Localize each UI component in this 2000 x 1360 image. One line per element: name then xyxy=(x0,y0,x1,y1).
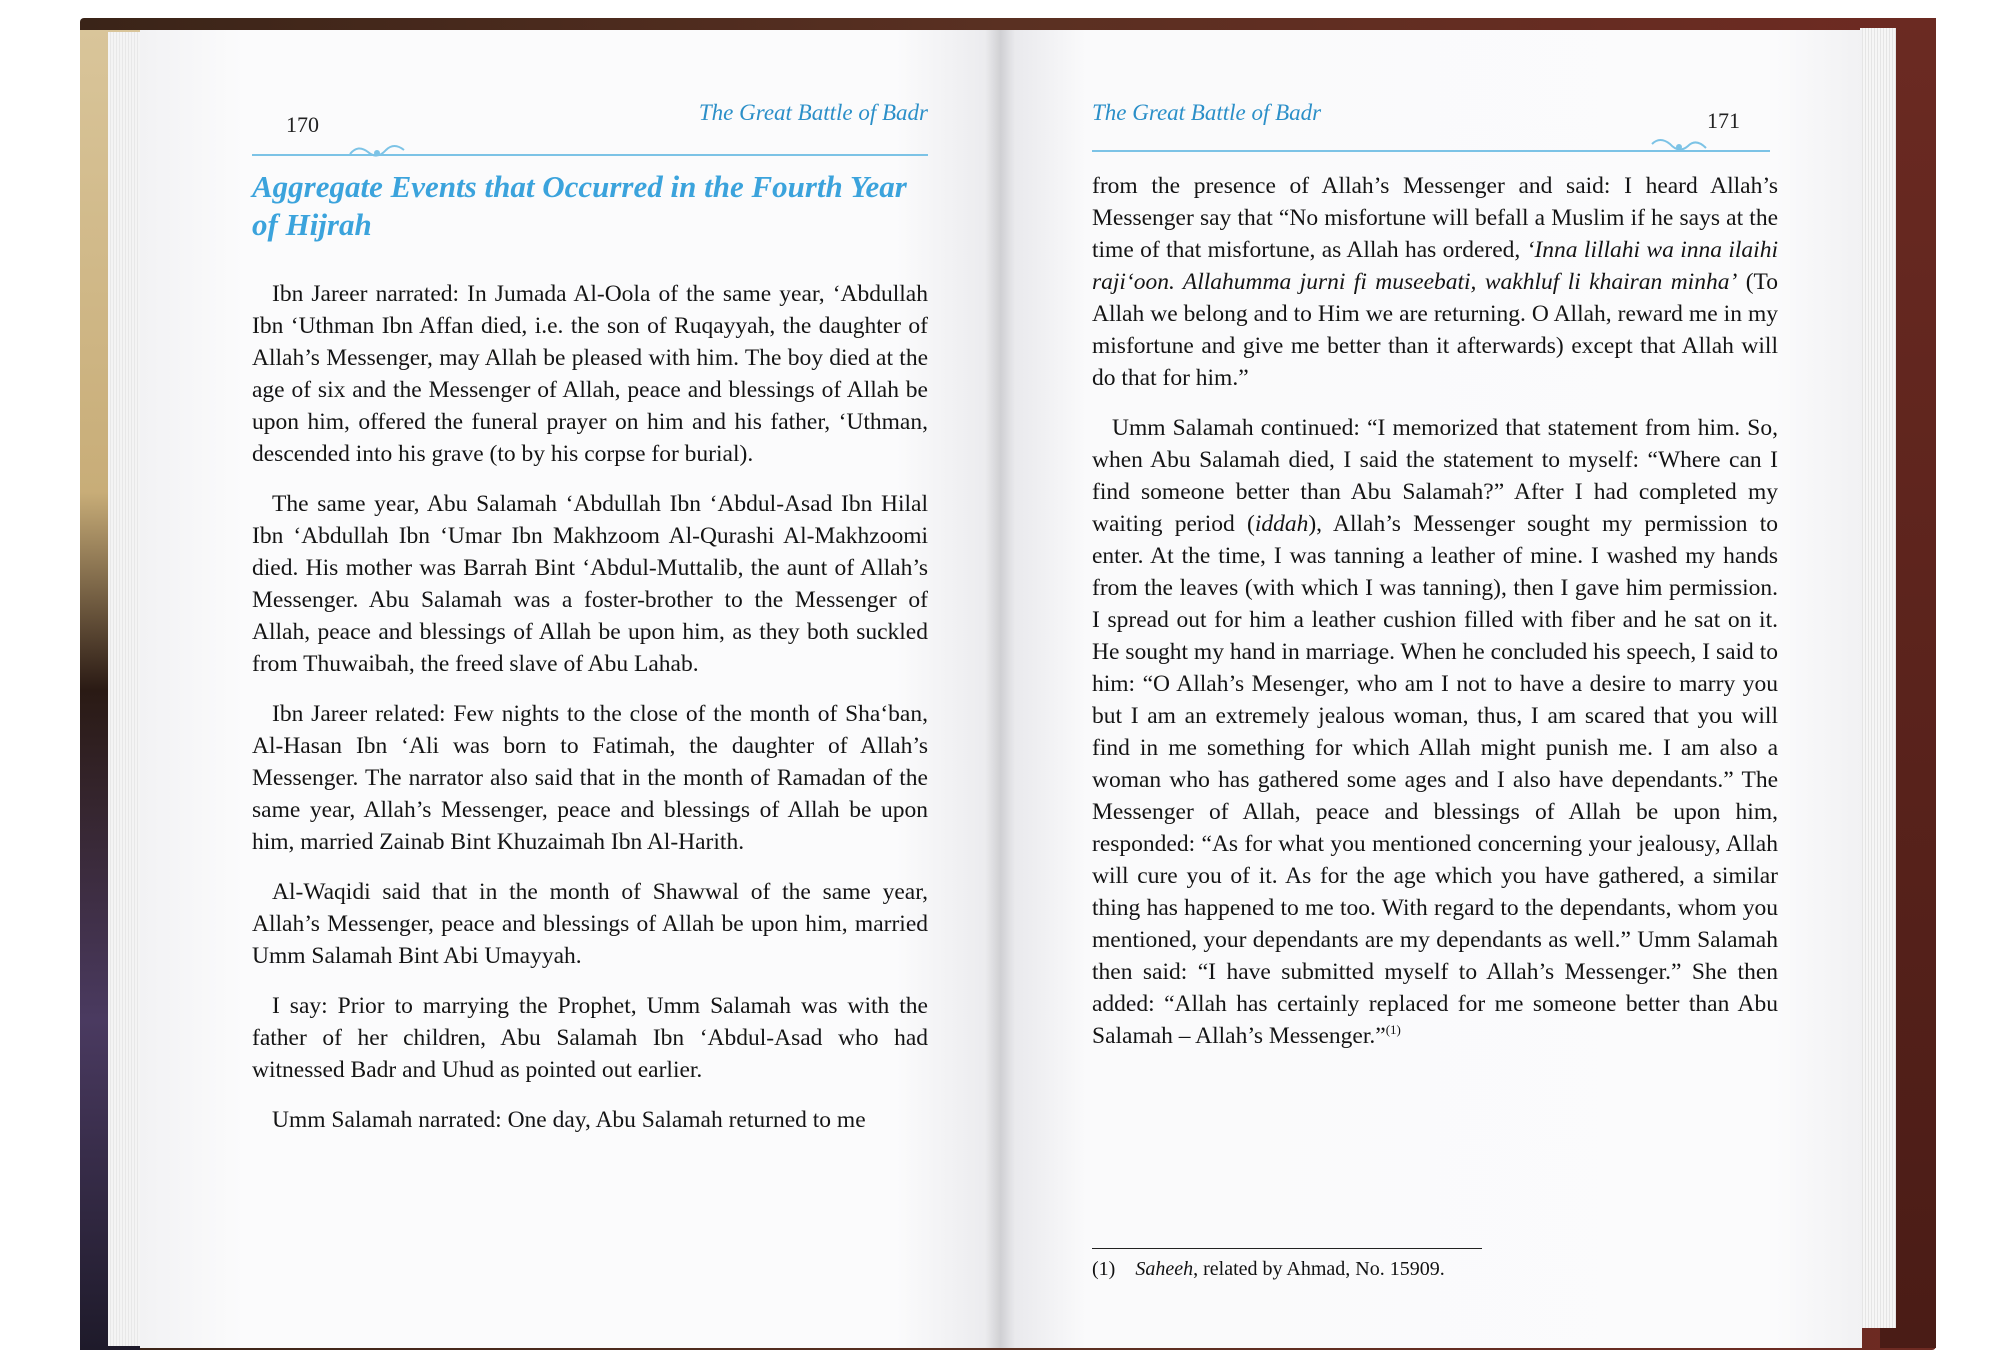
text-run: Umm Salamah continued: “I memorized that statement from him. So, when Abu Salamah died, I said the statement to myself: “Where can I find someone better than Abu Salamah?” After I had completed my waiting period ( xyxy=(1092,415,1778,537)
header-ornament-icon xyxy=(348,140,406,162)
text-run: (To Allah we belong and to Him we are returning. O Allah, reward me in my misfortune and give me better than it afterwards) except that Allah will do that for him.” xyxy=(1092,269,1778,391)
page-stack-right xyxy=(1860,28,1896,1328)
left-running-header xyxy=(252,72,928,137)
paragraph xyxy=(1092,170,1778,394)
right-page-body xyxy=(1092,170,1778,1066)
section-heading: Aggregate Events that Occurred in the Fourth Year of Hijrah xyxy=(252,169,907,242)
right-running-title: The Great Battle of Badr xyxy=(1092,100,1322,125)
footnote-rule xyxy=(1092,1248,1482,1249)
italic-term: iddah xyxy=(1254,511,1309,537)
paragraph: Ibn Jareer narrated: In Jumada Al-Oola of the same year, ‘Abdullah Ibn ‘Uthman Ibn Affan died, i.e. the son of Ruqayyah, the daughter of Allah’s Messenger, may Allah be pleased with him. The boy died at the age of six and the Messenger of Allah, peace and blessings of Allah be upon him, offered the funeral prayer on him and his father, ‘Uthman, descended into his grave (to by his corpse for burial). xyxy=(252,281,928,467)
paragraph: The same year, Abu Salamah ‘Abdullah Ibn ‘Abdul-Asad Ibn Hilal Ibn ‘Abdullah Ibn ‘Umar Ibn Makhzoom Al-Qurashi Al-Makhzoomi died. His mother was Barrah Bint ‘Abdul-Muttalib, the aunt of Allah’s Messenger. Abu Salamah was a foster-brother to the Messenger of Allah, peace and blessings of Allah be upon him, as they both suckled from Thuwaibah, the freed slave of Abu Lahab. xyxy=(252,491,928,677)
arabic-supplication: ‘Inna lillahi wa inna ilaihi raji‘oon. Allahumma jurni fi museebati, wakhluf li khairan minha’ xyxy=(1092,237,1778,295)
left-header-rule xyxy=(252,154,928,156)
right-running-header xyxy=(1092,72,1778,132)
text-run: from the presence of Allah’s Messenger and said: I heard Allah’s Messenger say that “No misfortune will befall a Muslim if he says at the time of that misfortune, as Allah has ordered, xyxy=(1092,173,1778,263)
left-running-title: The Great Battle of Badr xyxy=(698,100,928,125)
right-header-rule xyxy=(1092,150,1770,152)
footnote-reference: (1) xyxy=(1385,1022,1401,1038)
paragraph: Umm Salamah narrated: One day, Abu Salamah returned to me xyxy=(272,1107,866,1133)
paragraph: Al-Waqidi said that in the month of Shawwal of the same year, Allah’s Messenger, peace and blessings of Allah be upon him, married Umm Salamah Bint Abi Umayyah. xyxy=(252,879,928,969)
right-page-number: 171 xyxy=(1707,108,1740,133)
book-gutter xyxy=(985,30,1015,1348)
footnote-source: Saheeh xyxy=(1135,1258,1194,1280)
footnote-mark: (1) xyxy=(1092,1258,1116,1280)
left-page-body xyxy=(252,168,928,1150)
paragraph: Ibn Jareer related: Few nights to the close of the month of Sha‘ban, Al-Hasan Ibn ‘Ali was born to Fatimah, the daughter of Allah’s Messenger. The narrator also said that in the month of Ramadan of the same year, Allah’s Messenger, peace and blessings of Allah be upon him, married Zainab Bint Khuzaimah Ibn Al-Harith. xyxy=(252,701,928,855)
left-page-number: 170 xyxy=(286,112,319,137)
paragraph: I say: Prior to marrying the Prophet, Umm Salamah was with the father of her children, Abu Salamah Ibn ‘Abdul-Asad who had witnessed Badr and Uhud as pointed out earlier. xyxy=(252,993,928,1083)
footnote xyxy=(1092,1258,1778,1281)
paragraph xyxy=(1092,412,1778,1052)
footnote-text: , related by Ahmad, No. 15909. xyxy=(1193,1258,1445,1280)
text-run: ), Allah’s Messenger sought my permission to enter. At the time, I was tanning a leather of mine. I washed my hands from the leaves (with which I was tanning), then I gave him permission. I spread out for him a leather cushion filled with fiber and he sat on it. He sought my hand in marriage. When he concluded his speech, I said to him: “O Allah’s Mesenger, who am I not to have a desire to marry you but I am an extremely jealous woman, thus, I am scared that you will find in me something for which Allah might punish me. I am also a woman who has gathered some ages and I also have dependants.” The Messenger of Allah, peace and blessings of Allah be upon him, responded: “As for what you mentioned concerning your jealousy, Allah will cure you of it. As for the age which you have gathered, a similar thing has happened to me too. With regard to the dependants, whom you mentioned, your dependants are my dependants as well.” Umm Salamah then said: “I have submitted myself to Allah’s Messenger.” She then added: “Allah has certainly replaced for me someone better than Abu Salamah – Allah’s Messenger.” xyxy=(1092,511,1778,1049)
header-ornament-icon xyxy=(1650,134,1708,156)
